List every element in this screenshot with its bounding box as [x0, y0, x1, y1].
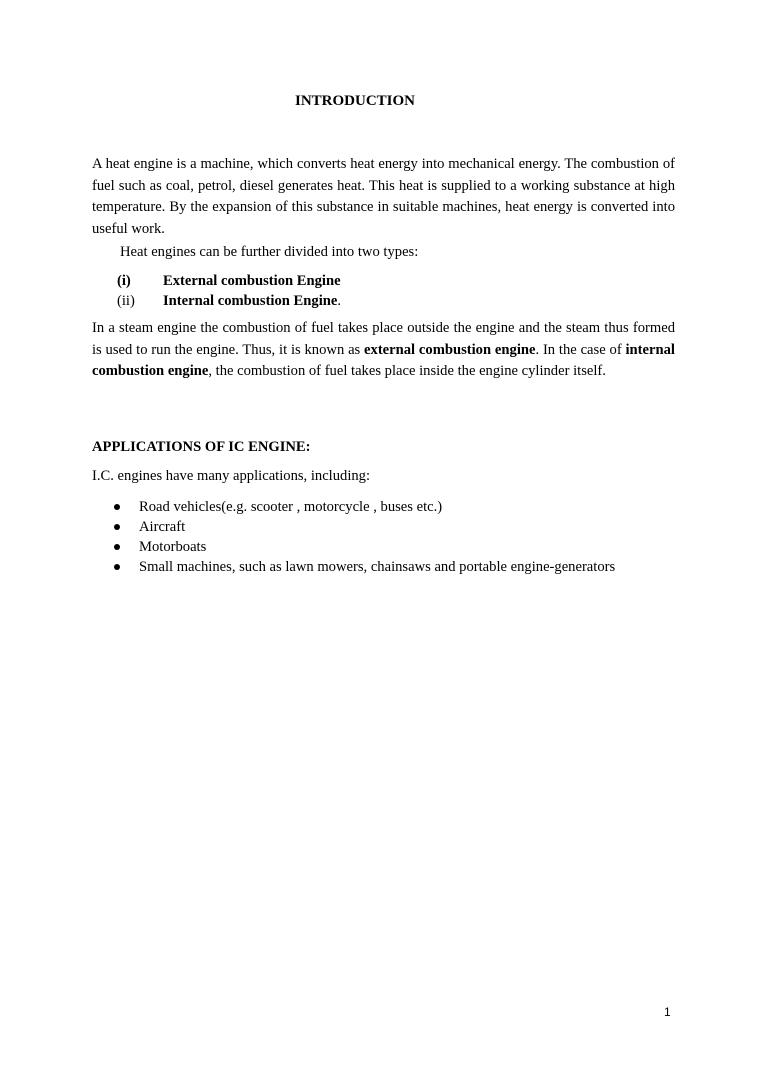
bold-term: internal combustion engine [92, 341, 675, 379]
text-run: . In the case of [535, 341, 626, 358]
bullet-icon [114, 544, 120, 550]
list-item-label [163, 291, 341, 311]
page-number: 1 [664, 1005, 671, 1019]
list-item-number: (i) [117, 273, 131, 289]
intro-paragraph: A heat engine is a machine, which converts heat energy into mechanical energy. The combustion of fuel such as coal, petrol, diesel generates heat. This heat is supplied to a working substance at high temperature. By the expansion of this substance in suitable machines, heat energy is converted into useful work. [92, 156, 675, 237]
list-item-number: (ii) [117, 293, 135, 309]
section-heading: APPLICATIONS OF IC ENGINE: [92, 439, 311, 455]
list-item-text: Road vehicles(e.g. scooter , motorcycle , buses etc.) [139, 499, 443, 515]
list-item-text: Motorboats [139, 539, 207, 555]
engine-type-name: External combustion Engine [163, 273, 341, 289]
list-item-label [163, 271, 341, 291]
text-run: In a steam engine the combustion of fuel takes place outside the engine and the steam thus formed is used to run the engine. Thus, it is known as [92, 320, 675, 358]
bold-term: external combustion engine [364, 341, 536, 358]
types-intro: Heat engines can be further divided into two types: [120, 244, 419, 260]
bullet-icon [114, 504, 120, 510]
list-item-text: Aircraft [139, 519, 186, 535]
bullet-icon [114, 524, 120, 530]
bullet-icon [114, 564, 120, 570]
applications-intro: I.C. engines have many applications, including: [92, 468, 371, 484]
text-run: , the combustion of fuel takes place inside the engine cylinder itself. [208, 363, 606, 379]
engine-type-suffix: . [337, 293, 341, 309]
list-item-text: Small machines, such as lawn mowers, chainsaws and portable engine-generators [139, 559, 616, 575]
engine-type-name: Internal combustion Engine [163, 293, 338, 309]
steam-paragraph [92, 318, 675, 383]
page-title: INTRODUCTION [294, 93, 415, 109]
